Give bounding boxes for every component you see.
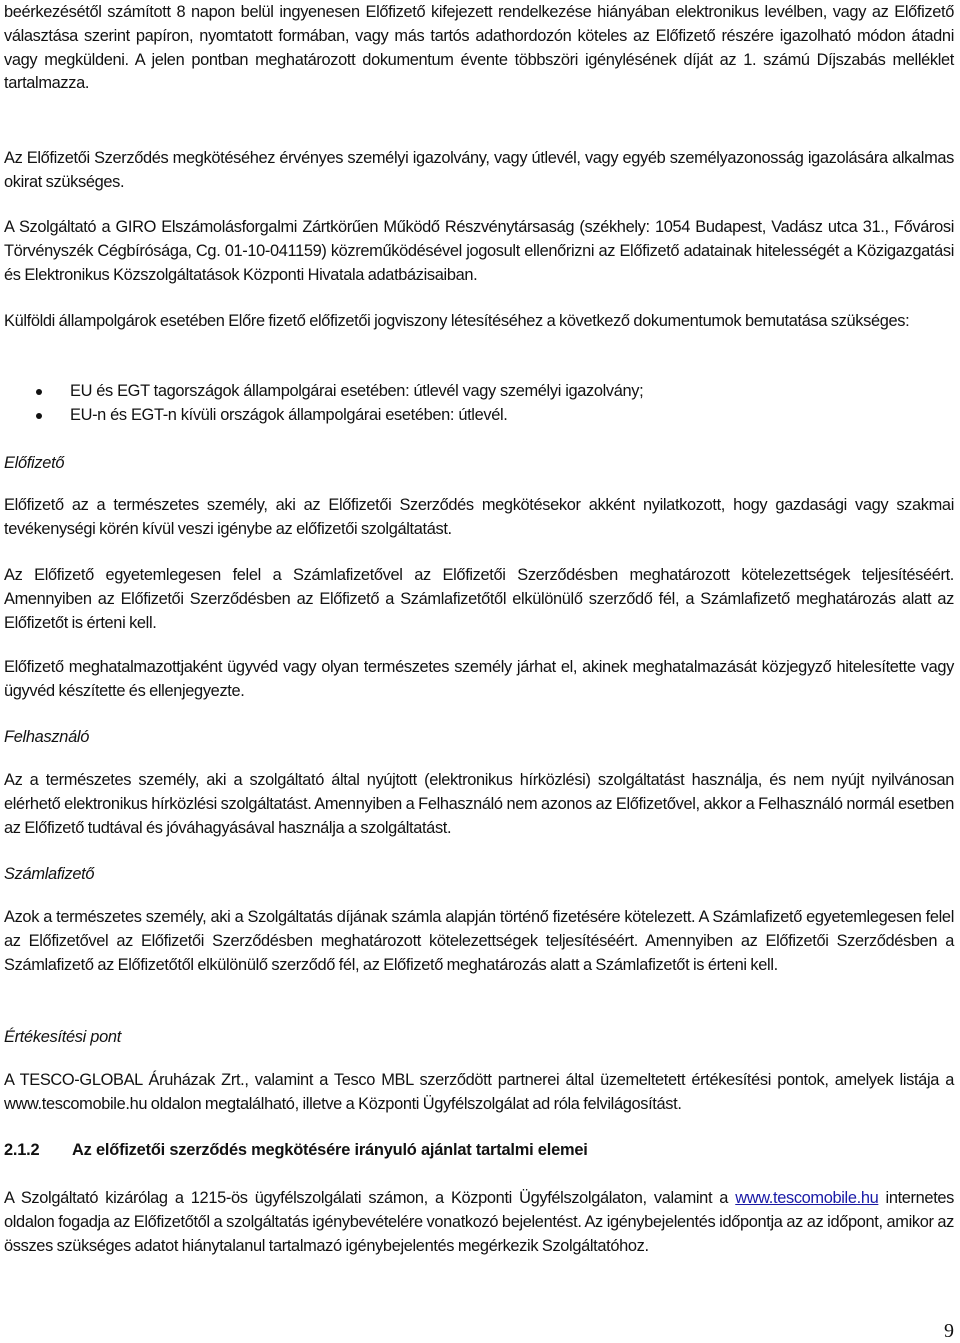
list-item	[4, 380, 954, 404]
paragraph-text: Azok a természetes személy, aki a Szolgáltatás díjának számla alapján történő fizetésére kötelezett. A Számlafizető egyetemlegesen felel az Előfizetővel az Előfizetői Szerződésben meghatározott kötelezettségek teljesítéséért. Amennyiben az Előfizetői Szerződésben a Számlafizető az Előfizetőtől elkülönülő szerződő fél, az Előfizető meghatározás alatt a Számlafizetőt is érteni kell.	[4, 908, 954, 974]
heading-felhasznalo: Felhasználó	[4, 728, 90, 746]
paragraph-giro	[4, 216, 954, 287]
tescomobile-link[interactable]: www.tescomobile.hu	[735, 1189, 879, 1207]
bullet-icon	[36, 413, 42, 419]
paragraph-foreign-citizens	[4, 310, 954, 334]
paragraph-representative	[4, 656, 954, 704]
paragraph-liability	[4, 564, 954, 635]
page-number: 9	[944, 1320, 954, 1342]
paragraph-text: beérkezésétől számított 8 napon belül ingyenesen Előfizető kifejezett rendelkezése hiányában elektronikus levélben, vagy az Előfizető választása szerint papíron, nyomtatott formában, vagy más tartós adathordozón köteles az Előfizető részére igazolható módon átadni vagy megküldeni. A jelen pontban meghatározott dokumentum évente többszöri igénylésének díját az 1. számú Díjszabás melléklet tartalmazza.	[4, 3, 954, 93]
paragraph-text	[4, 1187, 954, 1258]
paragraph-id-documents	[4, 147, 954, 195]
paragraph-text-end: internetes oldalon fogadja az Előfizetőtől a szolgáltatás igénybevételére vonatkozó bejelentést. Az igénybejelentés időpontja az az időpont, amikor az összes szükséges adatot hiánytalanul tartalmazó igénybejelentés megérkezik Szolgáltatóhoz.	[4, 1189, 955, 1255]
paragraph-felhasznalo-definition	[4, 769, 954, 840]
paragraph-delivery	[4, 1, 954, 96]
bullet-icon	[36, 389, 42, 395]
paragraph-text: Külföldi állampolgárok esetében Előre fizető előfizetői jogviszony létesítéséhez a következő dokumentumok bemutatása szükséges:	[4, 312, 910, 330]
list-item-text: EU-n és EGT-n kívüli országok állampolgárai esetében: útlevél.	[70, 405, 508, 424]
bullet-list	[4, 380, 954, 428]
section-title: Az előfizetői szerződés megkötésére irányuló ajánlat tartalmi elemei	[72, 1141, 588, 1159]
paragraph-szamlafizeto-definition	[4, 906, 954, 977]
section-heading	[4, 1139, 954, 1161]
section-number: 2.1.2	[4, 1141, 40, 1159]
heading-ertekesitesi-pont: Értékesítési pont	[4, 1028, 121, 1046]
heading-elofizeto: Előfizető	[4, 454, 65, 472]
paragraph-offer	[4, 1187, 954, 1258]
paragraph-text: Az Előfizetői Szerződés megkötéséhez érvényes személyi igazolvány, vagy útlevél, vagy egyéb személyazonosság igazolására alkalmas okirat szükséges.	[4, 149, 954, 191]
paragraph-text: Előfizető az a természetes személy, aki az Előfizetői Szerződés megkötésekor akként nyilatkozott, hogy gazdasági vagy szakmai tevékenységi körén kívül veszi igénybe az előfizetői szolgáltatást.	[4, 496, 954, 538]
paragraph-text: Az a természetes személy, aki a szolgáltató által nyújtott (elektronikus hírközlési) szolgáltatást használja, és nem nyújt nyilvánosan elérhető elektronikus hírközlési szolgáltatást. Amennyiben a Felhasználó nem azonos az Előfizetővel, akkor a Felhasználó normál esetben az Előfizető tudtával és jóváhagyásával használja a szolgáltatást.	[4, 771, 954, 837]
paragraph-text: Előfizető meghatalmazottjaként ügyvéd vagy olyan természetes személy járhat el, akinek meghatalmazását közjegyző hitelesítette vagy ügyvéd készítette és ellenjegyezte.	[4, 658, 954, 700]
list-item	[4, 404, 954, 428]
paragraph-text: Az Előfizető egyetemlegesen felel a Számlafizetővel az Előfizetői Szerződésben meghatározott kötelezettségek teljesítéséért. Amennyiben az Előfizetői Szerződésben az Előfizető a Számlafizetőtől elkülönülő szerződő fél, a Számlafizető meghatározás alatt az Előfizetőt is érteni kell.	[4, 566, 954, 632]
paragraph-text: A TESCO-GLOBAL Áruházak Zrt., valamint a Tesco MBL szerződött partnerei által üzemeltetett értékesítési pontok, amelyek listája a www.tescomobile.hu oldalon megtalálható, illetve a Központi Ügyfélszolgálat ad róla felvilágosítást.	[4, 1071, 954, 1113]
paragraph-sales-points	[4, 1069, 954, 1117]
paragraph-text-start: A Szolgáltató kizárólag a 1215-ös ügyfélszolgálati számon, a Központi Ügyfélszolgálaton, valamint a	[4, 1189, 736, 1207]
heading-szamlafizeto: Számlafizető	[4, 865, 95, 883]
list-item-text: EU és EGT tagországok állampolgárai esetében: útlevél vagy személyi igazolvány;	[70, 382, 644, 400]
paragraph-text: A Szolgáltató a GIRO Elszámolásforgalmi Zártkörűen Működő Részvénytársaság (székhely: 1054 Budapest, Vadász utca 31., Fővárosi Törvényszék Cégbírósága, Cg. 01-10-041159) közreműködésével jogosult ellenőrizni az Előfizető adatainak hitelességét a Közigazgatási és Elektronikus Közszolgáltatások Központi Hivatala adatbázisaiban.	[4, 218, 954, 284]
paragraph-elofizeto-definition	[4, 494, 954, 542]
